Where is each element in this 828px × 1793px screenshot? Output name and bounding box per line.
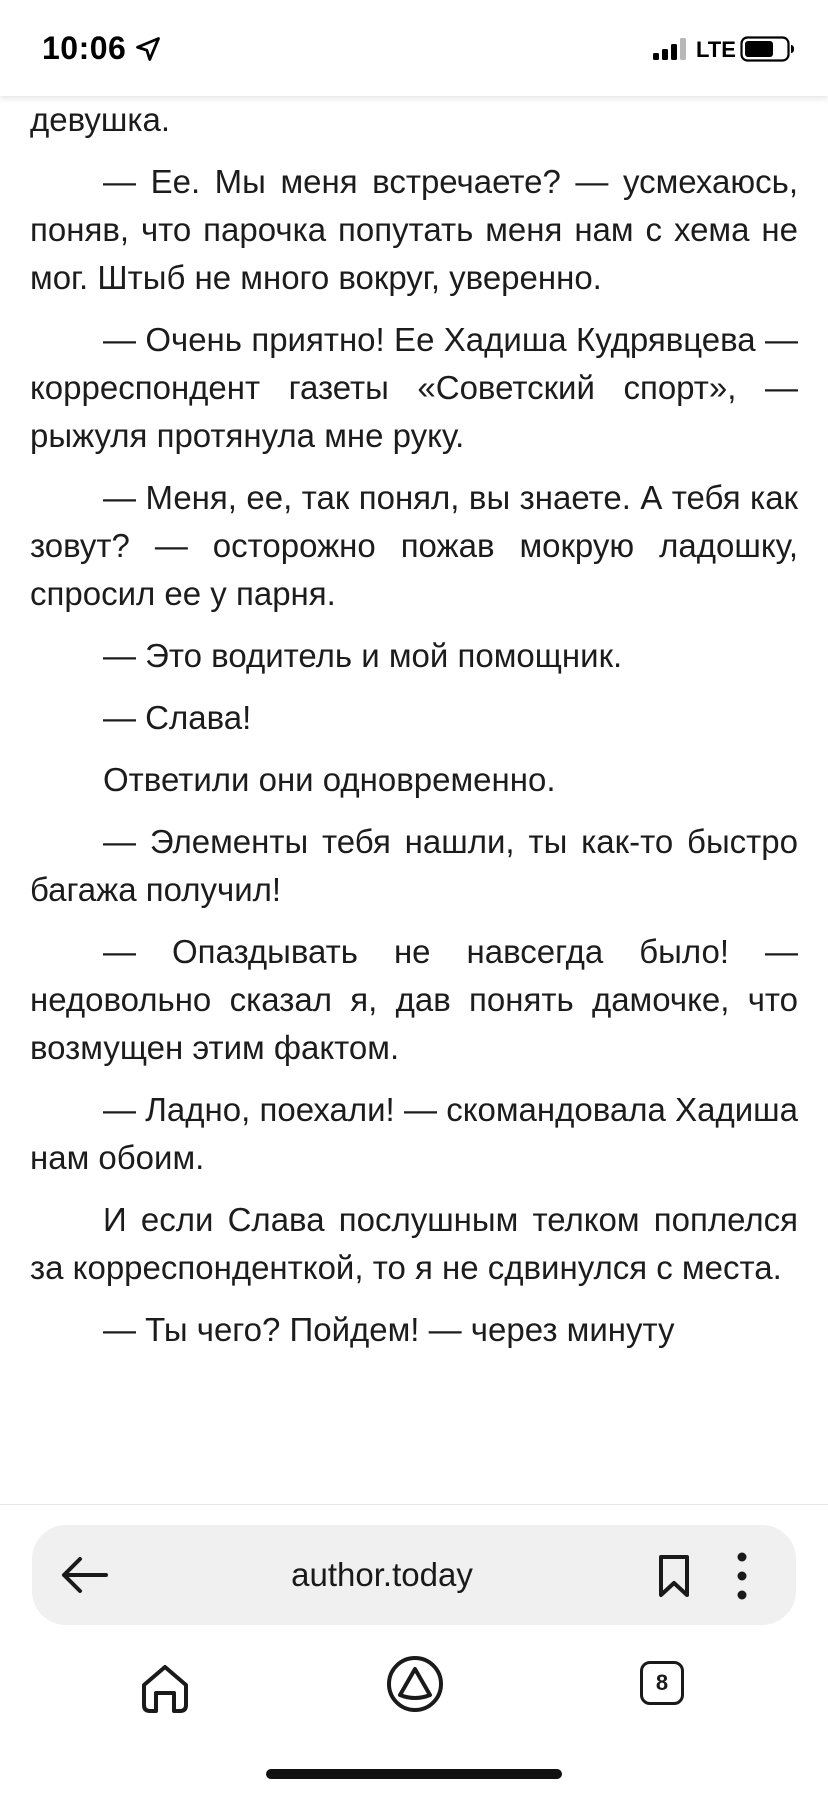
- home-indicator[interactable]: [266, 1769, 562, 1779]
- home-icon[interactable]: [138, 1661, 192, 1715]
- back-arrow-icon[interactable]: [56, 1549, 112, 1601]
- reader-content[interactable]: [30, 96, 798, 1504]
- bookmark-icon[interactable]: [652, 1553, 696, 1599]
- network-type: LTE: [696, 37, 736, 62]
- paragraph: девушка.: [30, 101, 171, 138]
- url-text[interactable]: author.today: [291, 1556, 473, 1593]
- paragraph: — Опаздывать не навсегда было! — недовольно сказал я, дав понять дамочке, что возмущен этим фактом.: [30, 933, 798, 1066]
- bottom-nav: [0, 1645, 828, 1725]
- more-vertical-icon[interactable]: [732, 1551, 752, 1601]
- paragraph: — Ты чего? Пойдем! — через минуту: [103, 1311, 675, 1348]
- location-arrow-icon: [134, 35, 162, 63]
- paragraph: — Очень приятно! Ее Хадиша Кудрявцева — корреспондент газеты «Советский спорт», — рыжуля протянула мне руку.: [30, 321, 798, 454]
- browser-toolbar: [0, 1504, 828, 1793]
- paragraph: — Слава!: [103, 699, 252, 736]
- paragraph: — Меня, ее, так понял, вы знаете. А тебя как зовут? — осторожно пожав мокрую ладошку, спросил ее у парня.: [30, 479, 798, 612]
- status-bar: [0, 0, 828, 96]
- paragraph: — Ее. Мы меня встречаете? — усмехаюсь, поняв, что парочка попутать меня нам с хема не мог. Штыб не много вокруг, уверенно.: [30, 163, 798, 296]
- address-bar[interactable]: [32, 1525, 796, 1625]
- paragraph: — Элементы тебя нашли, ты как-то быстро багажа получил!: [30, 823, 798, 908]
- status-time: 10:06: [42, 30, 127, 66]
- paragraph: Ответили они одновременно.: [103, 761, 556, 798]
- battery-icon: [740, 36, 796, 62]
- paragraph: И если Слава послушным телком поплелся за корреспонденткой, то я не сдвинулся с места.: [30, 1201, 798, 1286]
- paragraph: — Ладно, поехали! — скомандовала Хадиша нам обоим.: [30, 1091, 798, 1176]
- assistant-icon[interactable]: [386, 1655, 444, 1713]
- signal-bars-icon: [653, 38, 687, 60]
- paragraph: — Это водитель и мой помощник.: [103, 637, 623, 674]
- tabs-icon[interactable]: 8: [640, 1661, 684, 1705]
